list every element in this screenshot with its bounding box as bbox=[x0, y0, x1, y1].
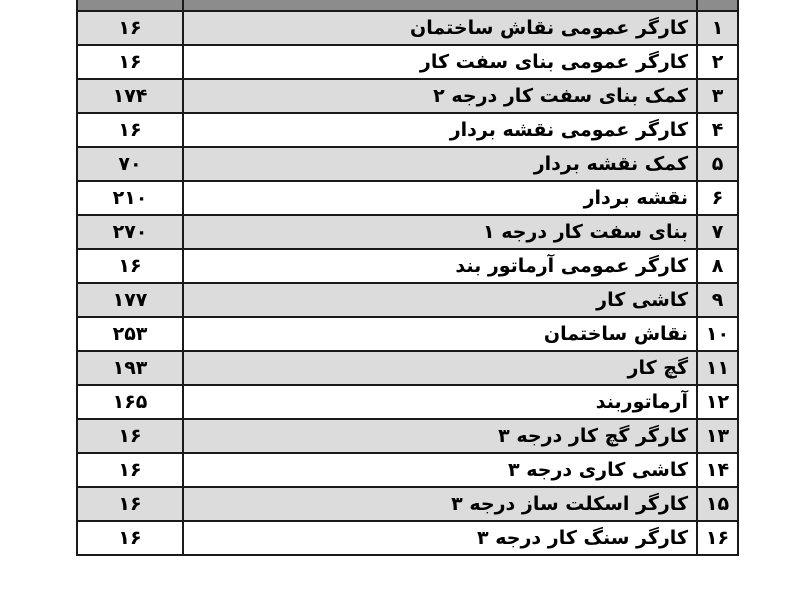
row-title-cell: کارگر عمومی نقاش ساختمان bbox=[183, 11, 697, 45]
row-value-cell: ۷۰ bbox=[77, 147, 183, 181]
row-number-cell: ۱۵ bbox=[697, 487, 738, 521]
table-row bbox=[77, 521, 738, 555]
row-value-cell: ۱۹۳ bbox=[77, 351, 183, 385]
row-number-cell: ۱۳ bbox=[697, 419, 738, 453]
row-value-cell: ۱۶ bbox=[77, 113, 183, 147]
row-value-cell: ۱۷۴ bbox=[77, 79, 183, 113]
row-title-cell: کمک بنای سفت کار درجه ۲ bbox=[183, 79, 697, 113]
row-title-cell: کمک نقشه بردار bbox=[183, 147, 697, 181]
table-row bbox=[77, 351, 738, 385]
row-number-cell: ۵ bbox=[697, 147, 738, 181]
row-title-cell: نقاش ساختمان bbox=[183, 317, 697, 351]
row-number-cell: ۹ bbox=[697, 283, 738, 317]
row-title-cell: بنای سفت کار درجه ۱ bbox=[183, 215, 697, 249]
row-number-cell: ۱ bbox=[697, 11, 738, 45]
row-title-cell: نقشه بردار bbox=[183, 181, 697, 215]
row-value-cell: ۱۶ bbox=[77, 249, 183, 283]
row-value-cell: ۲۵۳ bbox=[77, 317, 183, 351]
table-row bbox=[77, 317, 738, 351]
row-number-cell: ۴ bbox=[697, 113, 738, 147]
table-row bbox=[77, 113, 738, 147]
table-row bbox=[77, 283, 738, 317]
row-title-cell: کارگر عمومی نقشه بردار bbox=[183, 113, 697, 147]
table-header-row bbox=[77, 0, 738, 11]
row-title-cell: کاشی کاری درجه ۳ bbox=[183, 453, 697, 487]
job-table bbox=[76, 0, 739, 556]
row-number-cell: ۱۰ bbox=[697, 317, 738, 351]
table-row bbox=[77, 215, 738, 249]
row-number-cell: ۶ bbox=[697, 181, 738, 215]
table-row bbox=[77, 45, 738, 79]
row-number-cell: ۱۶ bbox=[697, 521, 738, 555]
row-number-cell: ۱۱ bbox=[697, 351, 738, 385]
table-row bbox=[77, 147, 738, 181]
table-row bbox=[77, 385, 738, 419]
header-cell-number bbox=[697, 0, 738, 11]
row-value-cell: ۱۷۷ bbox=[77, 283, 183, 317]
row-number-cell: ۸ bbox=[697, 249, 738, 283]
row-value-cell: ۱۶ bbox=[77, 419, 183, 453]
row-title-cell: کارگر عمومی آرماتور بند bbox=[183, 249, 697, 283]
row-title-cell: کاشی کار bbox=[183, 283, 697, 317]
table-row bbox=[77, 487, 738, 521]
table-row bbox=[77, 181, 738, 215]
table-row bbox=[77, 419, 738, 453]
row-value-cell: ۱۶ bbox=[77, 487, 183, 521]
row-value-cell: ۱۶ bbox=[77, 453, 183, 487]
row-title-cell: کارگر اسکلت ساز درجه ۳ bbox=[183, 487, 697, 521]
table-row bbox=[77, 11, 738, 45]
row-number-cell: ۷ bbox=[697, 215, 738, 249]
row-number-cell: ۲ bbox=[697, 45, 738, 79]
row-title-cell: کارگر گچ کار درجه ۳ bbox=[183, 419, 697, 453]
row-number-cell: ۱۲ bbox=[697, 385, 738, 419]
table-row bbox=[77, 79, 738, 113]
row-number-cell: ۳ bbox=[697, 79, 738, 113]
row-title-cell: آرماتوربند bbox=[183, 385, 697, 419]
row-value-cell: ۱۶ bbox=[77, 11, 183, 45]
row-number-cell: ۱۴ bbox=[697, 453, 738, 487]
table-row bbox=[77, 453, 738, 487]
row-value-cell: ۲۱۰ bbox=[77, 181, 183, 215]
header-cell-title bbox=[183, 0, 697, 11]
row-title-cell: گچ کار bbox=[183, 351, 697, 385]
row-value-cell: ۲۷۰ bbox=[77, 215, 183, 249]
row-value-cell: ۱۶ bbox=[77, 45, 183, 79]
row-title-cell: کارگر عمومی بنای سفت کار bbox=[183, 45, 697, 79]
row-title-cell: کارگر سنگ کار درجه ۳ bbox=[183, 521, 697, 555]
row-value-cell: ۱۶ bbox=[77, 521, 183, 555]
row-value-cell: ۱۶۵ bbox=[77, 385, 183, 419]
table-row bbox=[77, 249, 738, 283]
header-cell-value bbox=[77, 0, 183, 11]
